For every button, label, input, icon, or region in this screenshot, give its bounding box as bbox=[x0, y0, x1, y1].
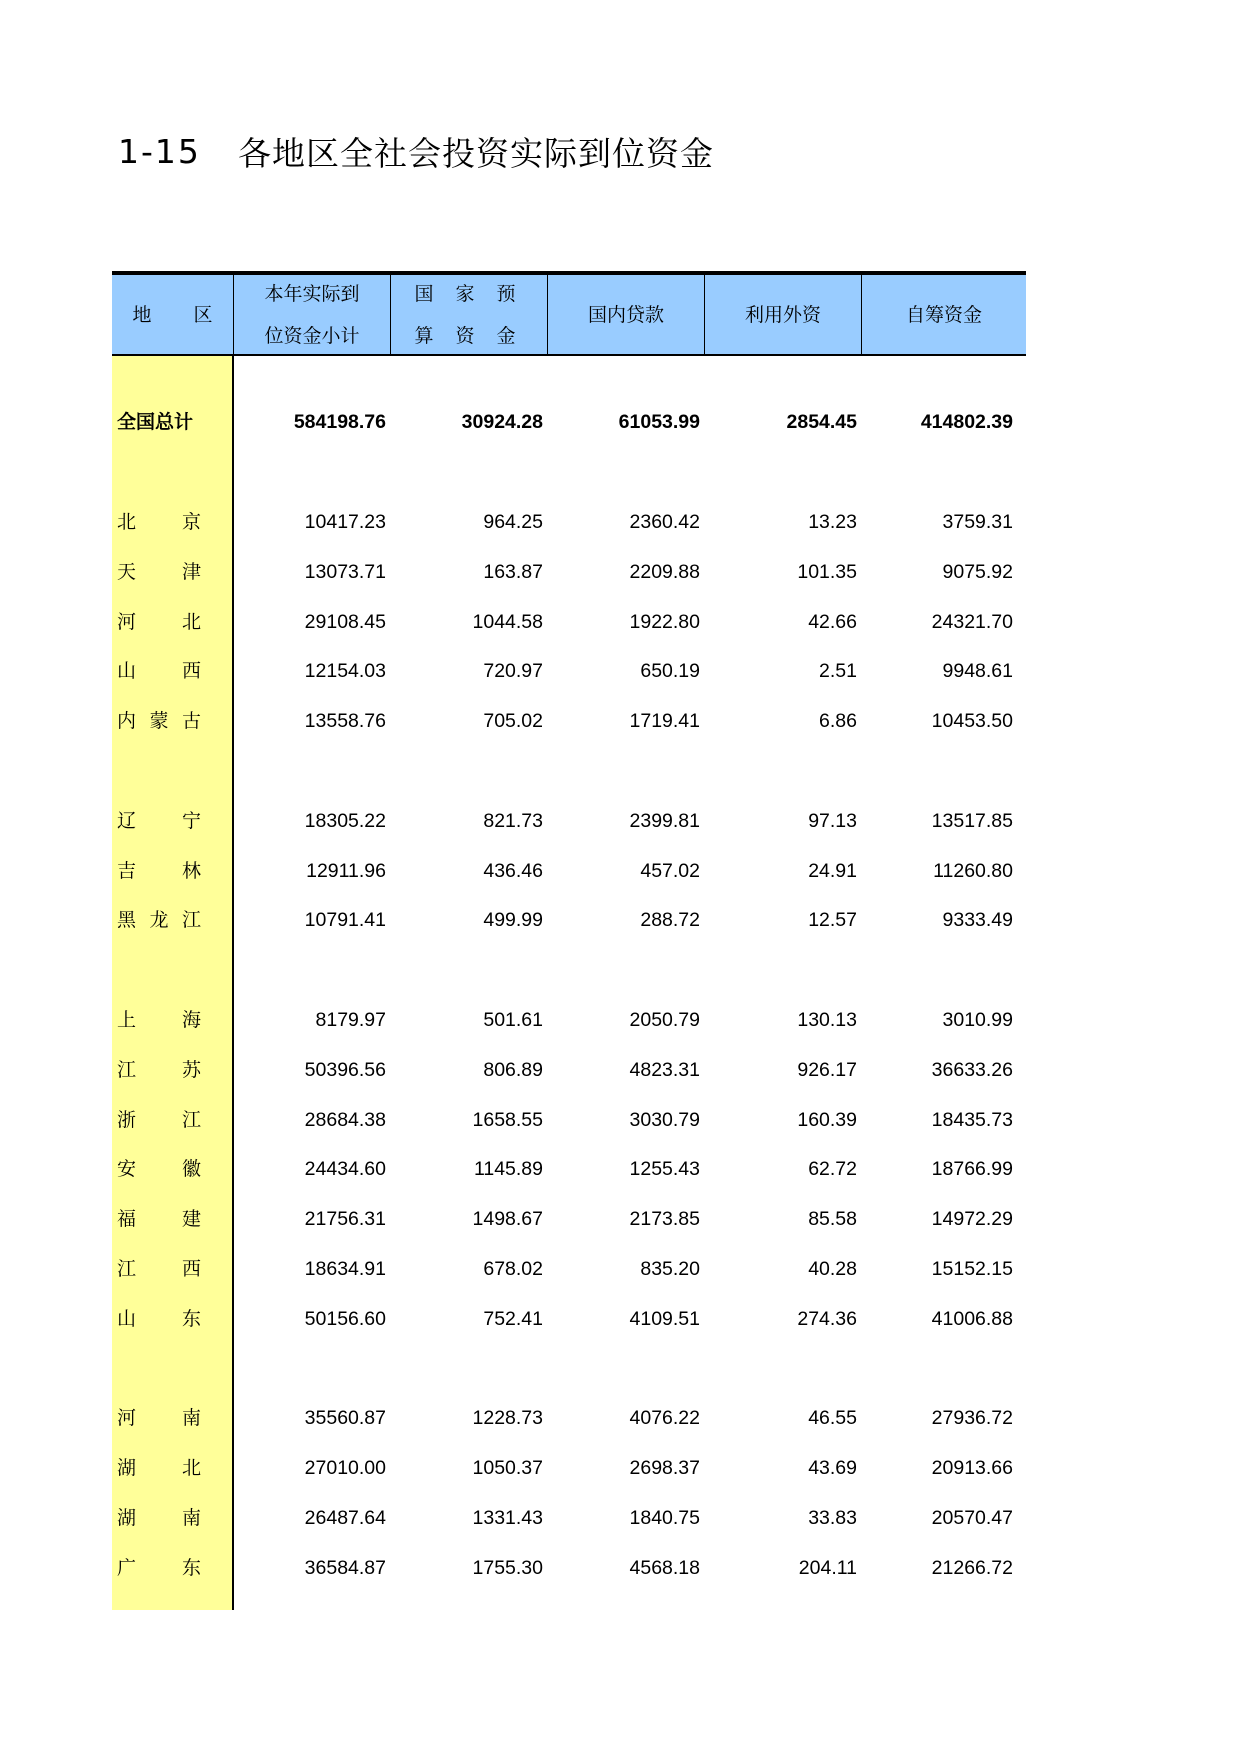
value-cell: 1044.58 bbox=[472, 611, 543, 633]
value-cell: 1658.55 bbox=[472, 1109, 543, 1131]
table-header bbox=[112, 271, 1026, 356]
value-cell: 1228.73 bbox=[472, 1407, 543, 1429]
region-name: 广东 bbox=[117, 1557, 201, 1579]
value-cell: 274.36 bbox=[797, 1308, 857, 1330]
table-row bbox=[112, 1000, 1026, 1040]
value-cell: 2360.42 bbox=[629, 511, 700, 533]
table-body bbox=[112, 356, 1026, 1610]
table-row bbox=[112, 1398, 1026, 1438]
header-self-raised-funds: 自筹资金 bbox=[905, 303, 982, 326]
value-cell: 46.55 bbox=[808, 1407, 857, 1429]
value-cell: 2399.81 bbox=[629, 810, 700, 832]
value-cell: 24321.70 bbox=[931, 611, 1013, 633]
region-name: 河南 bbox=[117, 1407, 201, 1429]
value-cell: 10417.23 bbox=[304, 511, 386, 533]
value-cell: 10453.50 bbox=[931, 710, 1013, 732]
table-row bbox=[112, 1249, 1026, 1289]
table-row bbox=[112, 1199, 1026, 1239]
value-cell: 9333.49 bbox=[942, 909, 1013, 931]
region-name: 全国总计 bbox=[117, 411, 194, 433]
value-cell: 27936.72 bbox=[931, 1407, 1013, 1429]
value-cell: 21756.31 bbox=[304, 1208, 386, 1230]
value-cell: 1145.89 bbox=[473, 1158, 543, 1180]
value-cell: 9948.61 bbox=[942, 660, 1013, 682]
value-cell: 2.51 bbox=[819, 660, 857, 682]
value-cell: 1050.37 bbox=[472, 1457, 543, 1479]
table-row bbox=[112, 1299, 1026, 1339]
region-name: 黑龙江 bbox=[117, 909, 201, 931]
value-cell: 62.72 bbox=[808, 1158, 857, 1180]
value-cell: 50156.60 bbox=[304, 1308, 386, 1330]
value-cell: 97.13 bbox=[808, 810, 857, 832]
value-cell: 720.97 bbox=[483, 660, 543, 682]
value-cell: 499.99 bbox=[483, 909, 543, 931]
region-name: 江西 bbox=[117, 1258, 201, 1280]
region-name: 山东 bbox=[117, 1308, 201, 1330]
value-cell: 50396.56 bbox=[304, 1059, 386, 1081]
value-cell: 27010.00 bbox=[304, 1457, 386, 1479]
value-cell: 20570.47 bbox=[931, 1507, 1013, 1529]
value-cell: 8179.97 bbox=[315, 1009, 386, 1031]
value-cell: 35560.87 bbox=[304, 1407, 386, 1429]
value-cell: 4823.31 bbox=[629, 1059, 700, 1081]
header-state-budget: 国 家 预 算 资 金 bbox=[391, 275, 548, 354]
region-name: 河北 bbox=[117, 611, 201, 633]
value-cell: 18305.22 bbox=[304, 810, 386, 832]
value-cell: 501.61 bbox=[483, 1009, 543, 1031]
value-cell: 1331.43 bbox=[472, 1507, 543, 1529]
value-cell: 1255.43 bbox=[629, 1158, 700, 1180]
value-cell: 2698.37 bbox=[629, 1457, 700, 1479]
region-name: 上海 bbox=[117, 1009, 201, 1031]
table-row bbox=[112, 602, 1026, 642]
value-cell: 9075.92 bbox=[942, 561, 1013, 583]
header-foreign-investment: 利用外资 bbox=[705, 275, 862, 354]
value-cell: 3010.99 bbox=[942, 1009, 1013, 1031]
value-cell: 2209.88 bbox=[629, 561, 700, 583]
value-cell: 13.23 bbox=[808, 511, 857, 533]
value-cell: 1755.30 bbox=[472, 1557, 543, 1579]
table-row bbox=[112, 801, 1026, 841]
table-row bbox=[112, 1448, 1026, 1488]
value-cell: 584198.76 bbox=[293, 411, 386, 433]
value-cell: 3759.31 bbox=[942, 511, 1013, 533]
value-cell: 4109.51 bbox=[629, 1308, 700, 1330]
region-name: 内蒙古 bbox=[117, 710, 201, 732]
value-cell: 2854.45 bbox=[786, 411, 857, 433]
table-row bbox=[112, 651, 1026, 691]
value-cell: 21266.72 bbox=[931, 1557, 1013, 1579]
value-cell: 1840.75 bbox=[629, 1507, 700, 1529]
value-cell: 926.17 bbox=[797, 1059, 857, 1081]
value-cell: 33.83 bbox=[808, 1507, 857, 1529]
region-name: 北京 bbox=[117, 511, 201, 533]
value-cell: 678.02 bbox=[483, 1258, 543, 1280]
value-cell: 163.87 bbox=[483, 561, 543, 583]
table-row bbox=[112, 1498, 1026, 1538]
value-cell: 1498.67 bbox=[472, 1208, 543, 1230]
value-cell: 43.69 bbox=[808, 1457, 857, 1479]
table-row bbox=[112, 552, 1026, 592]
value-cell: 101.35 bbox=[797, 561, 857, 583]
table-row bbox=[112, 1548, 1026, 1588]
value-cell: 4568.18 bbox=[629, 1557, 700, 1579]
table-row bbox=[112, 402, 1026, 442]
region-name: 浙江 bbox=[117, 1109, 201, 1131]
value-cell: 2173.85 bbox=[629, 1208, 700, 1230]
header-total-funds: 本年实际到 位资金小计 bbox=[234, 275, 391, 354]
value-cell: 821.73 bbox=[483, 810, 543, 832]
table-row bbox=[112, 1050, 1026, 1090]
value-cell: 85.58 bbox=[808, 1208, 857, 1230]
table-row bbox=[112, 900, 1026, 940]
value-cell: 14972.29 bbox=[931, 1208, 1013, 1230]
region-name: 辽宁 bbox=[117, 810, 201, 832]
value-cell: 11260.80 bbox=[933, 860, 1013, 882]
region-name: 福建 bbox=[117, 1208, 201, 1230]
value-cell: 24.91 bbox=[808, 860, 857, 882]
table-row bbox=[112, 1100, 1026, 1140]
value-cell: 36584.87 bbox=[304, 1557, 386, 1579]
value-cell: 42.66 bbox=[808, 611, 857, 633]
value-cell: 705.02 bbox=[483, 710, 543, 732]
value-cell: 2050.79 bbox=[629, 1009, 700, 1031]
value-cell: 1719.41 bbox=[629, 710, 700, 732]
header-region: 地 区 bbox=[112, 275, 234, 354]
region-name: 江苏 bbox=[117, 1059, 201, 1081]
value-cell: 6.86 bbox=[819, 710, 857, 732]
value-cell: 752.41 bbox=[483, 1308, 543, 1330]
value-cell: 12911.96 bbox=[306, 860, 386, 882]
value-cell: 30924.28 bbox=[461, 411, 543, 433]
value-cell: 10791.41 bbox=[304, 909, 386, 931]
value-cell: 12.57 bbox=[808, 909, 857, 931]
value-cell: 835.20 bbox=[640, 1258, 700, 1280]
value-cell: 130.13 bbox=[797, 1009, 857, 1031]
value-cell: 457.02 bbox=[640, 860, 700, 882]
value-cell: 806.89 bbox=[483, 1059, 543, 1081]
table-number: 1-15 bbox=[118, 131, 201, 171]
table-row bbox=[112, 851, 1026, 891]
value-cell: 29108.45 bbox=[304, 611, 386, 633]
value-cell: 15152.15 bbox=[931, 1258, 1013, 1280]
investment-table bbox=[112, 271, 1026, 1610]
region-name: 吉林 bbox=[117, 860, 201, 882]
value-cell: 41006.88 bbox=[931, 1308, 1013, 1330]
value-cell: 3030.79 bbox=[629, 1109, 700, 1131]
value-cell: 24434.60 bbox=[304, 1158, 386, 1180]
value-cell: 18766.99 bbox=[931, 1158, 1013, 1180]
table-title: 各地区全社会投资实际到位资金 bbox=[238, 133, 714, 173]
value-cell: 28684.38 bbox=[304, 1109, 386, 1131]
region-name: 湖南 bbox=[117, 1507, 201, 1529]
value-cell: 18435.73 bbox=[931, 1109, 1013, 1131]
table-row bbox=[112, 1149, 1026, 1189]
value-cell: 61053.99 bbox=[618, 411, 700, 433]
region-name: 山西 bbox=[117, 660, 201, 682]
value-cell: 650.19 bbox=[640, 660, 700, 682]
value-cell: 13517.85 bbox=[931, 810, 1013, 832]
region-name: 湖北 bbox=[117, 1457, 201, 1479]
value-cell: 436.46 bbox=[483, 860, 543, 882]
value-cell: 26487.64 bbox=[304, 1507, 386, 1529]
table-row bbox=[112, 701, 1026, 741]
value-cell: 160.39 bbox=[797, 1109, 857, 1131]
value-cell: 204.11 bbox=[798, 1557, 857, 1579]
region-name: 安徽 bbox=[117, 1158, 201, 1180]
header-domestic-loans: 国内贷款 bbox=[548, 275, 705, 354]
region-name: 天津 bbox=[117, 561, 201, 583]
value-cell: 13558.76 bbox=[304, 710, 386, 732]
value-cell: 1922.80 bbox=[629, 611, 700, 633]
value-cell: 13073.71 bbox=[304, 561, 386, 583]
value-cell: 40.28 bbox=[808, 1258, 857, 1280]
value-cell: 20913.66 bbox=[931, 1457, 1013, 1479]
value-cell: 12154.03 bbox=[304, 660, 386, 682]
page-title bbox=[118, 126, 714, 176]
value-cell: 36633.26 bbox=[931, 1059, 1013, 1081]
value-cell: 4076.22 bbox=[629, 1407, 700, 1429]
table-row bbox=[112, 502, 1026, 542]
value-cell: 288.72 bbox=[640, 909, 700, 931]
value-cell: 414802.39 bbox=[920, 411, 1013, 433]
value-cell: 18634.91 bbox=[304, 1258, 386, 1280]
value-cell: 964.25 bbox=[483, 511, 543, 533]
